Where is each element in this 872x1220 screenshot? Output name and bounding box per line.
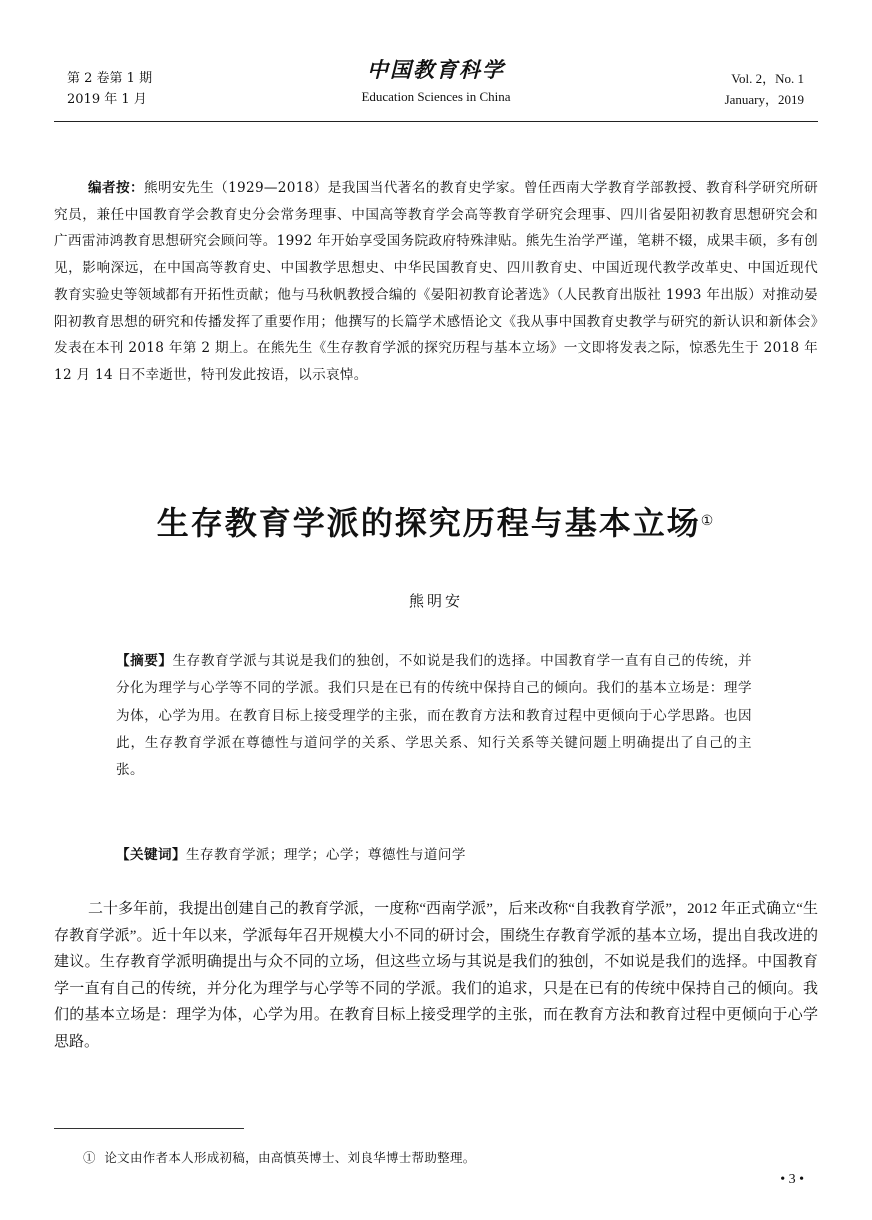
journal-name-en: Education Sciences in China — [361, 89, 511, 104]
editor-note — [54, 175, 818, 389]
title-footnote-mark: ① — [700, 513, 716, 529]
header-divider — [54, 121, 818, 122]
abstract-label: 【摘要】 — [116, 653, 173, 669]
keywords-text: 生存教育学派；理学；心学；尊德性与道问学 — [185, 847, 466, 863]
page-number: • 3 • — [780, 1172, 804, 1187]
issue-date-cn: 2019 年 1 月 — [67, 92, 147, 107]
editor-note-label: 编者按： — [88, 180, 145, 196]
footnote-text: 论文由作者本人形成初稿，由高慎英博士、刘良华博士帮助整理。 — [104, 1150, 476, 1165]
keywords — [116, 842, 752, 869]
editor-note-text: 熊明安先生（1929—2018）是我国当代著名的教育史学家。曾任西南大学教育学部教授、教育科学研究所研究员，兼任中国教育学会教育史分会常务理事、中国高等教育学会高等教育学研究会理事、四川省晏阳初教育思想研究会和广西雷沛鸿教育思想研究会顾问等。1992 年开始享受国务院政府特殊津贴。熊先生治学严谨，笔耕不辍，成果丰硕，多有创见，影响深远，在中国高等教育史、中国教学思想史、中华民国教育史、四川教育史、中国近现代教学改革史、中国近现代教育实验史等领域都有开拓性贡献；他与马秋帆教授合编的《晏阳初教育论著选》（人民教育出版社 1993 年出版）对推动晏阳初教育思想的研究和传播发挥了重要作用；他撰写的长篇学术感悟论文《我从事中国教育史教学与研究的新认识和新体会》发表在本刊 2018 年第 2 期上。在熊先生《生存教育学派的探究历程与基本立场》一文即将发表之际，惊悉先生于 2018 年 12 月 14 日不幸逝世，特刊发此按语，以示哀悼。 — [54, 180, 818, 383]
footnote-mark: ① — [83, 1150, 96, 1165]
article-title-text: 生存教育学派的探究历程与基本立场 — [156, 504, 701, 542]
keywords-label: 【关键词】 — [116, 847, 186, 863]
article-author: 熊明安 — [408, 592, 463, 610]
body-paragraph: 二十多年前，我提出创建自己的教育学派，一度称“西南学派”，后来改称“自我教育学派”，2012 年正式确立“生存教育学派”。近十年以来，学派每年召开规模大小不同的研讨会，围绕生存教育学派的基本立场，提出自我改进的建议。生存教育学派明确提出与众不同的立场，但这些立场与其说是我们的独创，不如说是我们的选择。中国教育学一直有自己的传统，并分化为理学与心学等不同的学派。我们的追求，只是在已有的传统中保持自己的倾向。我们的基本立场是：理学为体，心学为用。在教育目标上接受理学的主张，而在教育方法和教育过程中更倾向于心学思路。 — [54, 901, 818, 1050]
issue-date-en: January，2019 — [724, 92, 804, 107]
header-issue-info-en — [725, 68, 804, 110]
footnote — [83, 1148, 476, 1168]
volume-issue-en: Vol. 2，No. 1 — [731, 71, 804, 86]
article-title — [0, 500, 872, 546]
footnote-divider — [54, 1128, 244, 1129]
abstract-text: 生存教育学派与其说是我们的独创，不如说是我们的选择。中国教育学一直有自己的传统，并分化为理学与心学等不同的学派。我们只是在已有的传统中保持自己的倾向。我们的基本立场是：理学为体，心学为用。在教育目标上接受理学的主张，而在教育方法和教育过程中更倾向于心学思路。也因此，生存教育学派在尊德性与道问学的关系、学思关系、知行关系等关键问题上明确提出了自己的主张。 — [116, 653, 752, 779]
volume-issue: 第 2 卷第 1 期 — [67, 71, 153, 86]
journal-logo-cn: 中国教育科学 — [367, 57, 505, 82]
abstract — [116, 648, 752, 784]
